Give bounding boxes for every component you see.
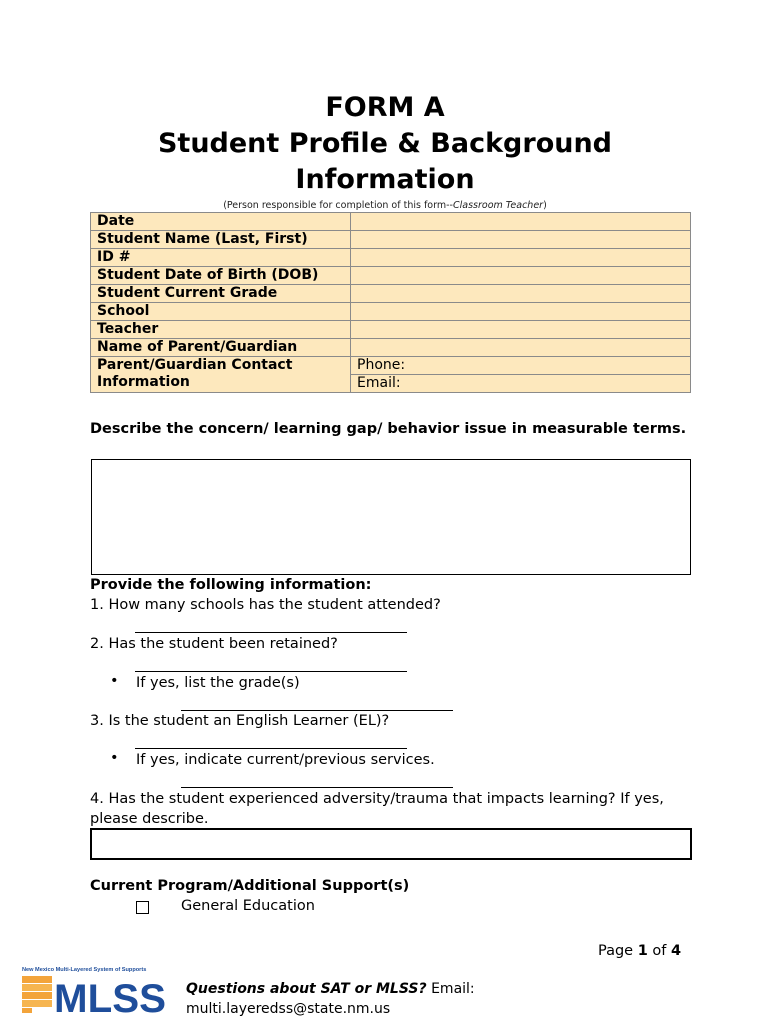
row-label-dob: Student Date of Birth (DOB) xyxy=(91,267,351,285)
subtitle-role: Classroom Teacher xyxy=(452,200,544,211)
table-row xyxy=(91,285,691,303)
answer-line-3b[interactable] xyxy=(181,787,453,788)
footer-contact xyxy=(186,979,475,1019)
title-line-3: Information xyxy=(295,164,475,195)
form-subtitle xyxy=(0,200,770,211)
program-heading: Current Program/Additional Support(s) xyxy=(90,878,410,894)
grade-field[interactable] xyxy=(351,285,691,303)
footer-line-1 xyxy=(186,979,475,999)
teacher-field[interactable] xyxy=(351,321,691,339)
logo-caption: New Mexico Multi-Layered System of Supports xyxy=(22,967,147,973)
row-label-parent-name: Name of Parent/Guardian xyxy=(91,339,351,357)
question-4: 4. Has the student experienced adversity/trauma that impacts learning? If yes, please describe. xyxy=(90,791,664,827)
table-row xyxy=(91,339,691,357)
row-label-grade: Student Current Grade xyxy=(91,285,351,303)
title-line-2: Student Profile & Background xyxy=(157,128,613,159)
id-field[interactable] xyxy=(351,249,691,267)
page-current: 1 xyxy=(637,943,648,959)
school-field[interactable] xyxy=(351,303,691,321)
footer-email-label: Email: xyxy=(426,981,475,997)
concern-prompt: Describe the concern/ learning gap/ behavior issue in measurable terms. xyxy=(90,421,687,437)
subtitle-prefix: (Person responsible for completion of this form-- xyxy=(223,200,453,211)
table-row xyxy=(91,231,691,249)
footer-email-link[interactable]: multi.layeredss@state.nm.us xyxy=(186,1001,391,1017)
page-prefix: Page xyxy=(598,943,638,959)
table-row xyxy=(91,321,691,339)
title-line-1: FORM A xyxy=(325,92,445,123)
question-3: 3. Is the student an English Learner (EL)? xyxy=(90,713,390,729)
question-3-followup: If yes, indicate current/previous services. xyxy=(136,752,435,768)
table-row xyxy=(91,213,691,231)
page-of: of xyxy=(647,943,672,959)
row-label-id: ID # xyxy=(91,249,351,267)
student-info-table xyxy=(90,212,691,393)
row-label-contact: Parent/Guardian Contact Information xyxy=(91,357,351,393)
answer-line-2[interactable] xyxy=(135,671,407,672)
question-1: 1. How many schools has the student attended? xyxy=(90,597,441,613)
dob-field[interactable] xyxy=(351,267,691,285)
student-name-field[interactable] xyxy=(351,231,691,249)
table-row xyxy=(91,249,691,267)
answer-line-1[interactable] xyxy=(135,632,407,633)
row-label-date: Date xyxy=(91,213,351,231)
logo-wordmark: MLSS xyxy=(54,977,166,1016)
parent-name-field[interactable] xyxy=(351,339,691,357)
page-total: 4 xyxy=(671,943,682,959)
mlss-logo xyxy=(20,964,170,1016)
info-heading: Provide the following information: xyxy=(90,577,372,593)
subtitle-suffix: ) xyxy=(543,200,547,211)
general-education-label: General Education xyxy=(181,898,315,914)
new-mexico-shape-icon xyxy=(22,976,52,1013)
trauma-description-field[interactable] xyxy=(90,828,692,860)
row-label-student-name: Student Name (Last, First) xyxy=(91,231,351,249)
page-number xyxy=(598,943,681,959)
general-education-checkbox[interactable] xyxy=(136,901,149,914)
bullet-dot-icon: • xyxy=(110,750,119,766)
footer-question: Questions about SAT or MLSS? xyxy=(186,981,427,997)
concern-textarea[interactable] xyxy=(91,459,691,575)
question-2: 2. Has the student been retained? xyxy=(90,636,338,652)
phone-field[interactable]: Phone: xyxy=(351,357,691,375)
date-field[interactable] xyxy=(351,213,691,231)
email-field[interactable]: Email: xyxy=(351,375,691,393)
table-row xyxy=(91,357,691,375)
table-row xyxy=(91,303,691,321)
row-label-school: School xyxy=(91,303,351,321)
answer-line-3[interactable] xyxy=(135,748,407,749)
bullet-dot-icon: • xyxy=(110,673,119,689)
row-label-teacher: Teacher xyxy=(91,321,351,339)
table-row xyxy=(91,267,691,285)
question-2-followup: If yes, list the grade(s) xyxy=(136,675,300,691)
form-title xyxy=(0,90,770,198)
